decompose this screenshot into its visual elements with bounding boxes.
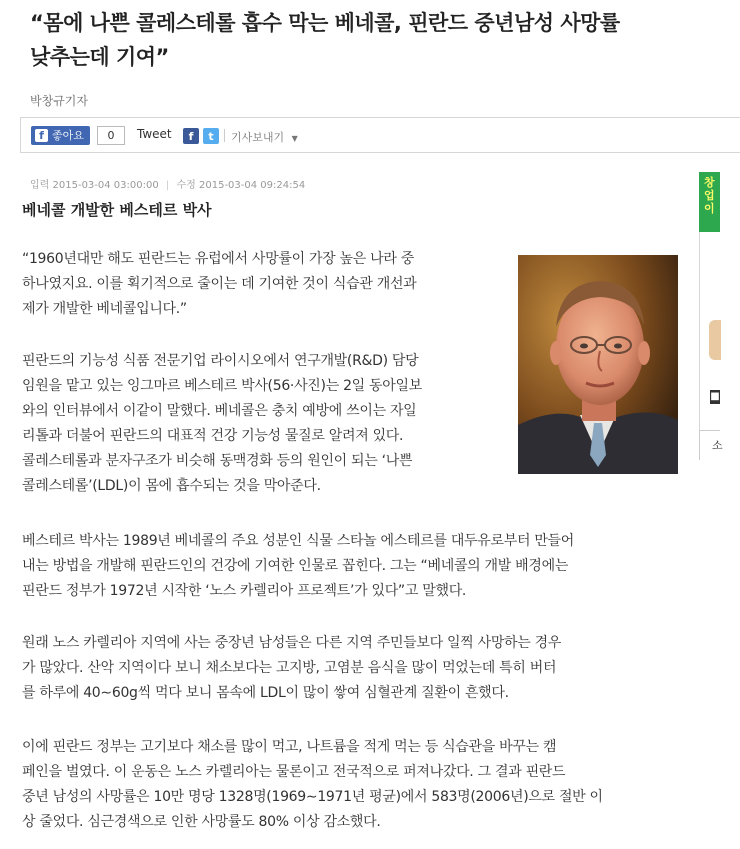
text-line: 페인을 벌였다. 이 운동은 노스 카렐리아는 물론이고 전국적으로 퍼져나갔다. 그 결과 핀란드 <box>22 764 566 780</box>
paragraph-2 <box>22 349 422 499</box>
text-line: 제가 개발한 베네콜입니다.” <box>22 301 187 317</box>
side-ad-banner[interactable] <box>699 172 720 232</box>
text-line: 와의 인터뷰에서 이같이 말했다. 베네콜은 충치 예방에 쓰이는 자일 <box>22 403 417 419</box>
portrait-photo <box>518 255 678 474</box>
article-meta <box>30 176 305 191</box>
text-line: 하나였지요. 이를 획기적으로 줄이는 데 기여한 것이 식습관 개선과 <box>22 276 417 292</box>
ad-text: 창업 이 <box>704 176 715 215</box>
like-count: 0 <box>97 126 125 145</box>
like-label: 좋아요 <box>52 129 84 142</box>
side-widget-label: 소 <box>712 439 723 452</box>
text-line: 가 많았다. 산악 지역이다 보니 채소보다는 고지방, 고염분 음식을 많이 먹었는데 특히 버터 <box>22 660 557 676</box>
facebook-icon: f <box>35 129 48 142</box>
facebook-like-button[interactable] <box>31 126 90 145</box>
text-line: 베스테르 박사는 1989년 베네콜의 주요 성분인 식물 스타놀 에스테르를 대두유로부터 만들어 <box>22 533 574 549</box>
text-line: 내는 방법을 개발해 핀란드인의 건강에 기여한 인물로 꼽힌다. 그는 “베네콜의 개발 배경에는 <box>22 558 569 574</box>
ad-tag: ■ <box>710 391 720 402</box>
twitter-share-icon[interactable]: t <box>203 128 219 144</box>
text-line: 상 줄었다. 심근경색으로 인한 사망률도 80% 이상 감소했다. <box>22 814 381 830</box>
modified-time: 2015-03-04 09:24:54 <box>199 180 306 191</box>
chevron-down-icon: ▼ <box>291 134 298 143</box>
article-headline <box>30 6 730 74</box>
text-line: “1960년대만 해도 핀란드는 유럽에서 사망률이 가장 높은 나라 중 <box>22 251 414 267</box>
meta-divider: | <box>165 180 170 191</box>
paragraph-1 <box>22 247 416 322</box>
paragraph-5 <box>22 735 603 835</box>
text-line: 콜레스테롤과 분자구조가 비슷해 동맥경화 등의 원인이 되는 ‘나쁜 <box>22 453 413 469</box>
text-line: 중년 남성의 사망률은 10만 명당 1328명(1969∼1971년 평균)에서 583명(2006년)으로 절반 이 <box>22 789 603 805</box>
send-article-button[interactable] <box>231 129 298 145</box>
text-line: 를 하루에 40∼60g씩 먹다 보니 몸속에 LDL이 많이 쌓여 심혈관계 질환이 흔했다. <box>22 685 509 701</box>
headline-line-2: 낮추는데 기여” <box>30 45 169 69</box>
text-line: 리톨과 더불어 핀란드의 대표적 건강 기능성 물질로 알려져 있다. <box>22 428 404 444</box>
published-time: 2015-03-04 03:00:00 <box>52 180 159 191</box>
divider <box>224 129 225 142</box>
side-widget[interactable] <box>699 430 723 460</box>
text-line: 핀란드 정부가 1972년 시작한 ‘노스 카렐리아 프로젝트’가 있다”고 말했다. <box>22 583 467 599</box>
paragraph-3 <box>22 529 574 604</box>
portrait-image <box>518 255 678 474</box>
paragraph-4 <box>22 631 561 706</box>
text-line: 원래 노스 카렐리아 지역에 사는 중장년 남성들은 다른 지역 주민들보다 일찍 사망하는 경우 <box>22 635 562 651</box>
modified-label: 수정 <box>176 180 196 191</box>
text-line: 콜레스테롤’(LDL)이 몸에 흡수되는 것을 막아준다. <box>22 478 321 494</box>
facebook-share-icon[interactable]: f <box>183 128 199 144</box>
published-label: 입력 <box>30 180 50 191</box>
ad-image <box>709 320 721 360</box>
text-line: 핀란드의 기능성 식품 전문기업 라이시오에서 연구개발(R&D) 담당 <box>22 353 419 369</box>
reporter-name[interactable]: 박창규기자 <box>30 94 88 108</box>
article-subhead: 베네콜 개발한 베스테르 박사 <box>22 201 212 219</box>
text-line: 이에 핀란드 정부는 고기보다 채소를 많이 먹고, 나트륨을 적게 먹는 등 식습관을 바꾸는 캠 <box>22 739 557 755</box>
tweet-button[interactable]: Tweet <box>137 127 172 141</box>
headline-line-1: “몸에 나쁜 콜레스테롤 흡수 막는 베네콜, 핀란드 중년남성 사망률 <box>30 11 620 35</box>
share-toolbar <box>20 117 740 153</box>
text-line: 임원을 맡고 있는 잉그마르 베스테르 박사(56·사진)는 2일 동아일보 <box>22 378 422 394</box>
send-article-label: 기사보내기 <box>231 131 285 144</box>
